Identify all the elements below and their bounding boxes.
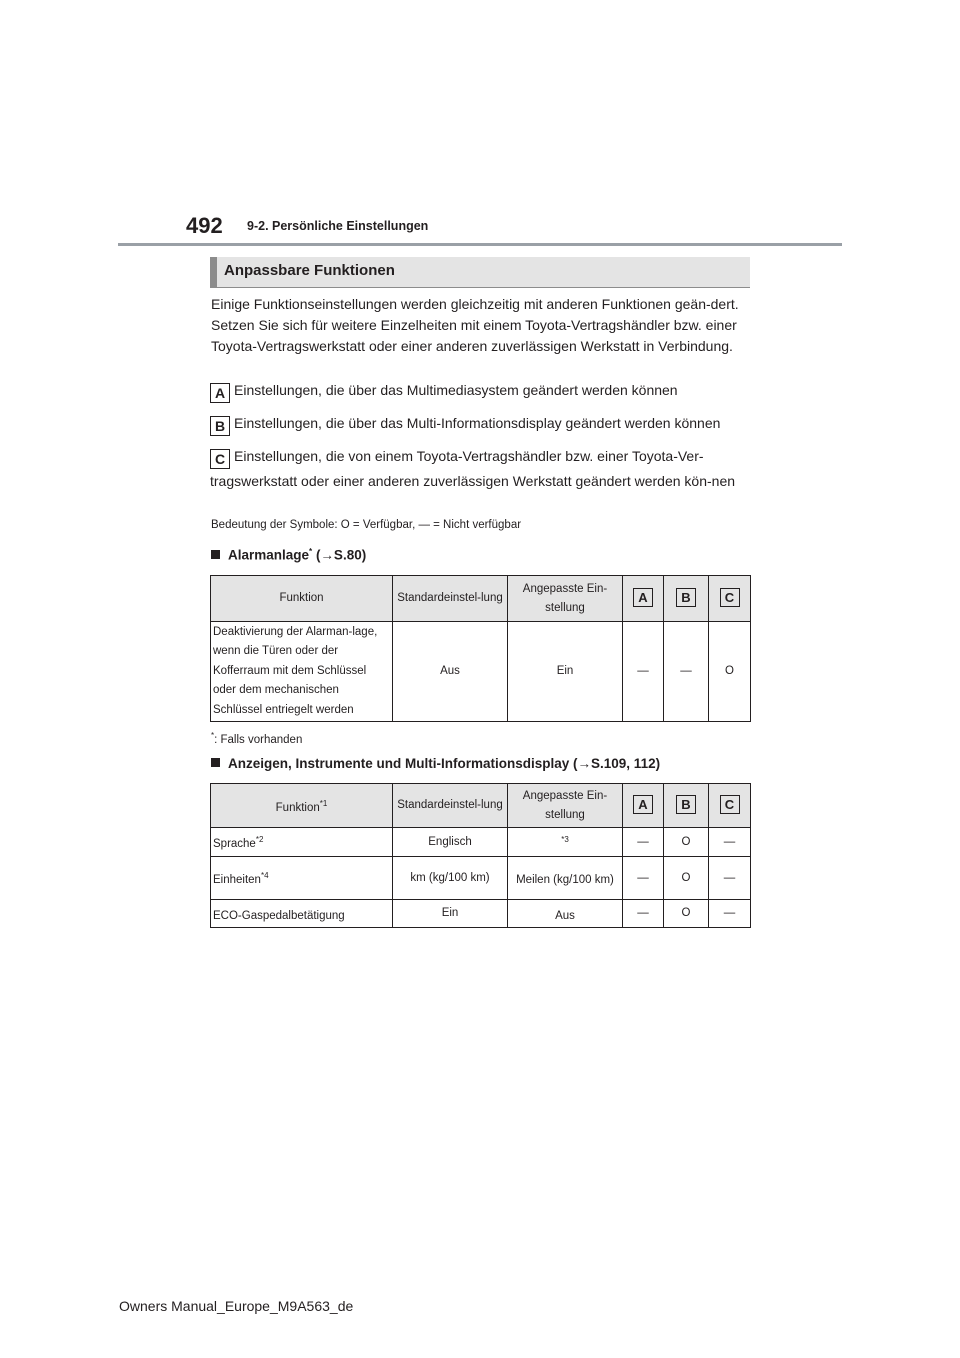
cell-a: — [623,828,664,857]
cell-c: — [709,857,751,900]
table-header-row [211,576,751,622]
cell-angepasst [508,900,623,928]
table-row [211,900,751,928]
cell-c: — [709,900,751,928]
legend-a [210,380,755,403]
bullet-square-icon [211,550,220,559]
cell-funktion-text: Einheiten [213,873,261,886]
legend-c [210,444,750,494]
col-funktion [211,784,393,828]
legend-b [210,413,755,436]
intro-paragraph: Einige Funktionseinstellungen werden gleichzeitig mit anderen Funktionen geän-dert. Setzen Sie sich für weitere Einzelheiten mit einem Toyota-Vertragshändler bzw. einer Toyota-Vertragswerkstatt oder einer anderen zuverlässigen Werkstatt in Verbindung. [211,296,739,354]
cell-b: O [664,857,709,900]
box-title-text: Anpassbare Funktionen [224,262,395,279]
cell-c: — [709,828,751,857]
col-c [709,784,751,828]
key-c-icon: C [720,588,740,607]
cell-standard: Ein [393,900,508,928]
display-table [210,783,751,928]
col-funktion-label: Funktion [275,801,320,814]
section-heading-display [211,756,660,771]
alarm-table [210,575,751,722]
key-b-icon: B [210,416,230,436]
legend-a-text: Einstellungen, die über das Multimediasystem geändert werden können [234,382,678,398]
cell-funktion [211,828,393,857]
cell-standard: km (kg/100 km) [393,857,508,900]
col-c [709,576,751,622]
table-header-row [211,784,751,828]
heading-display-title: Anzeigen, Instrumente und Multi-Informationsdisplay [228,756,570,771]
cell-a: — [623,622,664,722]
col-a [623,784,664,828]
col-standard: Standardeinstel-lung [393,576,508,622]
table-row [211,857,751,900]
col-angepasst: Angepasste Ein-stellung [508,576,623,622]
footnote [211,731,302,746]
box-title-rule [210,287,750,288]
legend-c-text: Einstellungen, die von einem Toyota-Vertragshändler bzw. einer Toyota-Ver-tragswerkstatt oder einer anderen zuverlässigen Werkstatt geändert werden kön-nen [210,448,736,489]
heading-alarm-title: Alarmanlage [228,547,310,563]
footnote-mark: * [211,731,215,740]
col-funktion: Funktion [211,576,393,622]
cell-angepasst: Ein [508,622,623,722]
key-b-icon: B [676,588,696,607]
key-c-icon: C [720,795,740,814]
section-header: 9-2. Persönliche Einstellungen [247,219,429,233]
key-a-icon: A [210,383,230,403]
section-heading-alarm [211,547,366,563]
cell-angepasst [508,828,623,857]
header-divider [118,243,842,246]
cell-angepasst-sup: *3 [561,835,569,845]
cell-funktion-sup: *4 [260,871,269,881]
cell-standard: Englisch [393,828,508,857]
cell-angepasst [508,857,623,900]
col-standard: Standardeinstel-lung [393,784,508,828]
table-row [211,828,751,857]
box-title-bar [210,257,217,287]
col-b [664,784,709,828]
legend-b-text: Einstellungen, die über das Multi-Informationsdisplay geändert werden können [234,415,721,431]
col-angepasst: Angepasste Ein-stellung [508,784,623,828]
cell-b: O [664,900,709,928]
cell-c: O [709,622,751,722]
col-a [623,576,664,622]
symbols-note: Bedeutung der Symbole: O = Verfügbar, — = Nicht verfügbar [211,519,522,531]
key-a-icon: A [633,588,653,607]
cell-funktion [211,900,393,928]
key-b-icon: B [676,795,696,814]
col-b [664,576,709,622]
heading-display-ref: (→S.109, 112) [573,756,661,771]
cell-funktion [211,857,393,900]
page-number: 492 [186,213,223,238]
key-c-icon: C [210,449,230,469]
cell-funktion-text: Sprache [213,837,256,850]
box-title [210,257,750,287]
key-a-icon: A [633,795,653,814]
table-row [211,622,751,722]
cell-a: — [623,900,664,928]
footnote-text: : Falls vorhanden [214,733,303,746]
cell-angepasst-text: Aus [555,909,575,922]
cell-standard: Aus [393,622,508,722]
cell-a: — [623,857,664,900]
cell-funktion: Deaktivierung der Alarman-lage, wenn die Türen oder der Kofferraum mit dem Schlüssel oder dem mechanischen Schlüssel entriegelt werden [211,622,393,722]
cell-b: — [664,622,709,722]
cell-angepasst-text: Meilen (kg/100 km) [516,873,614,886]
col-funktion-sup: *1 [319,798,328,808]
bullet-square-icon [211,758,220,767]
cell-funktion-text: ECO-Gaspedalbetätigung [213,909,345,922]
cell-funktion-sup: *2 [255,835,264,845]
heading-alarm-sup: * [309,547,313,556]
cell-b: O [664,828,709,857]
heading-alarm-ref: (→S.80) [315,547,367,563]
document-footer: Owners Manual_Europe_M9A563_de [119,1298,354,1314]
